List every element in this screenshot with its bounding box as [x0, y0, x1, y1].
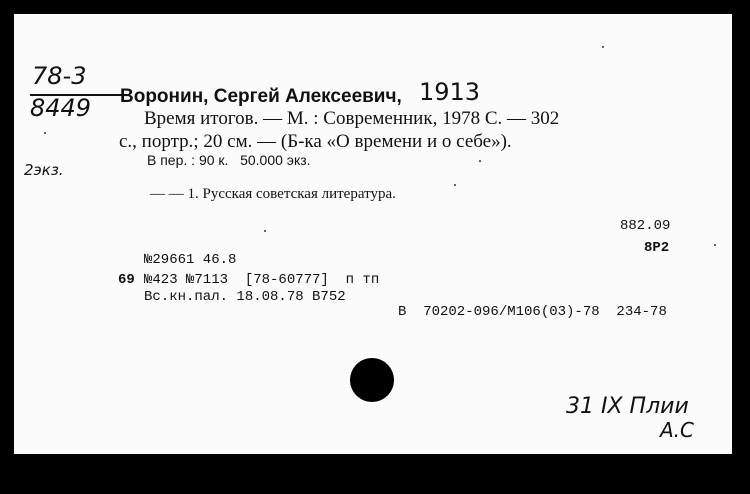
classification-code-2: 8Р2: [644, 240, 670, 256]
record-line-2: №423 №7113 [78-60777] п тп: [144, 272, 380, 288]
title-line: Время итогов. — М. : Современник, 1978 С. — 302: [144, 108, 560, 129]
speck: [602, 46, 604, 48]
catalog-card: [14, 14, 732, 454]
call-number-bottom: 8449: [30, 94, 92, 122]
copies-note: 2экз.: [24, 161, 64, 179]
record-line-3: Вс.кн.пал. 18.08.78 В752: [144, 289, 346, 305]
speck: [714, 244, 716, 246]
speck: [479, 160, 481, 162]
card-hole: [350, 358, 394, 402]
birth-year: 1913: [419, 78, 481, 106]
signature-line-1: 31 IX Плии: [566, 394, 689, 419]
classification-code-1: 882.09: [620, 218, 671, 234]
price-line: В пер. : 90 к. 50.000 экз.: [147, 152, 311, 168]
author-heading: Воронин, Сергей Алексеевич,: [120, 86, 402, 107]
record-line-1: №29661 46.8: [144, 252, 237, 268]
subject-heading: — — 1. Русская советская литература.: [150, 186, 396, 202]
footer-code: В 70202-096/М106(03)-78 234-78: [398, 304, 667, 320]
speck: [44, 132, 46, 134]
speck: [264, 230, 266, 232]
signature-line-2: А.С: [660, 418, 695, 442]
record-line-2-prefix: 69: [118, 272, 135, 288]
call-number-top: 78-3: [32, 62, 87, 90]
description-line: с., портр.; 20 см. — (Б-ка «О времени и о себе»).: [119, 131, 512, 152]
speck: [454, 184, 456, 186]
